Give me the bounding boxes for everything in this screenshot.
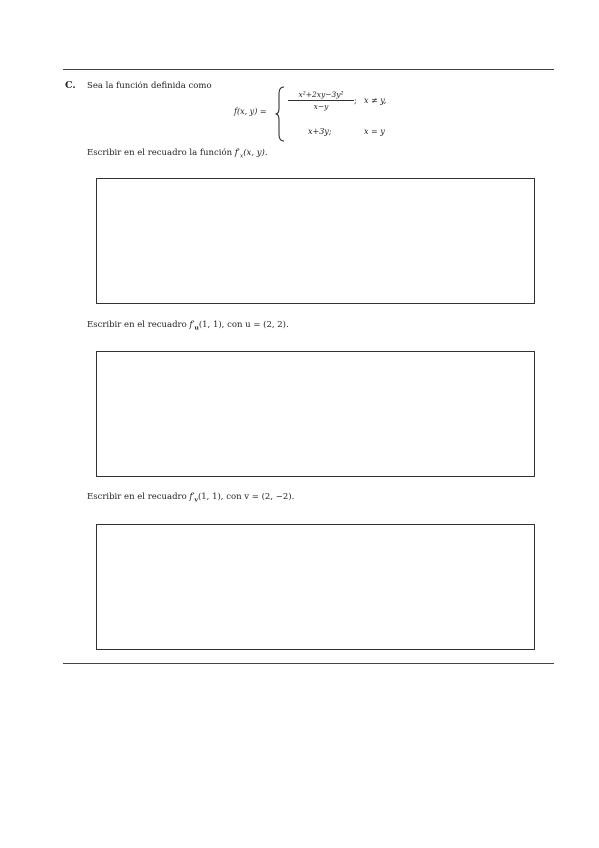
question-2-suffix: (1, 1), con u = (2, 2).: [198, 320, 289, 330]
question-3-prefix: Escribir en el recuadro: [87, 492, 187, 502]
case1-condition: x ≠ y,: [364, 96, 387, 105]
case1-numerator: x²+2xy−3y²: [298, 90, 344, 99]
question-2: [87, 320, 289, 332]
fraction-bar: [288, 100, 354, 101]
case1-separator: ;: [354, 96, 357, 105]
case2-condition: x = y: [364, 127, 385, 136]
left-brace: [275, 86, 285, 142]
function-lhs: f(x, y) =: [234, 107, 267, 116]
answer-box-3[interactable]: [96, 524, 535, 650]
question-2-prefix: Escribir en el recuadro: [87, 320, 187, 330]
question-1: [87, 148, 268, 160]
case2-expression: x+3y;: [308, 127, 332, 136]
case1-denominator: x−y: [313, 102, 329, 111]
question-3: [87, 492, 294, 504]
question-1-prefix: Escribir en el recuadro la función: [87, 148, 233, 158]
question-2-math: $f'_u$: [189, 320, 199, 332]
question-1-suffix: (x, y).: [243, 148, 268, 158]
piecewise-function: [234, 86, 414, 142]
bottom-rule: [63, 663, 554, 664]
question-3-math: $f'_v$: [189, 492, 198, 504]
question-1-math: $f'_x$: [234, 148, 244, 160]
problem-intro: Sea la función definida como: [87, 81, 212, 91]
answer-box-2[interactable]: [96, 351, 535, 477]
question-3-suffix: (1, 1), con v = (2, −2).: [197, 492, 295, 502]
problem-label: C.: [65, 80, 76, 91]
case1-fraction: [288, 90, 354, 111]
answer-box-1[interactable]: [96, 178, 535, 304]
top-rule: [63, 69, 554, 70]
